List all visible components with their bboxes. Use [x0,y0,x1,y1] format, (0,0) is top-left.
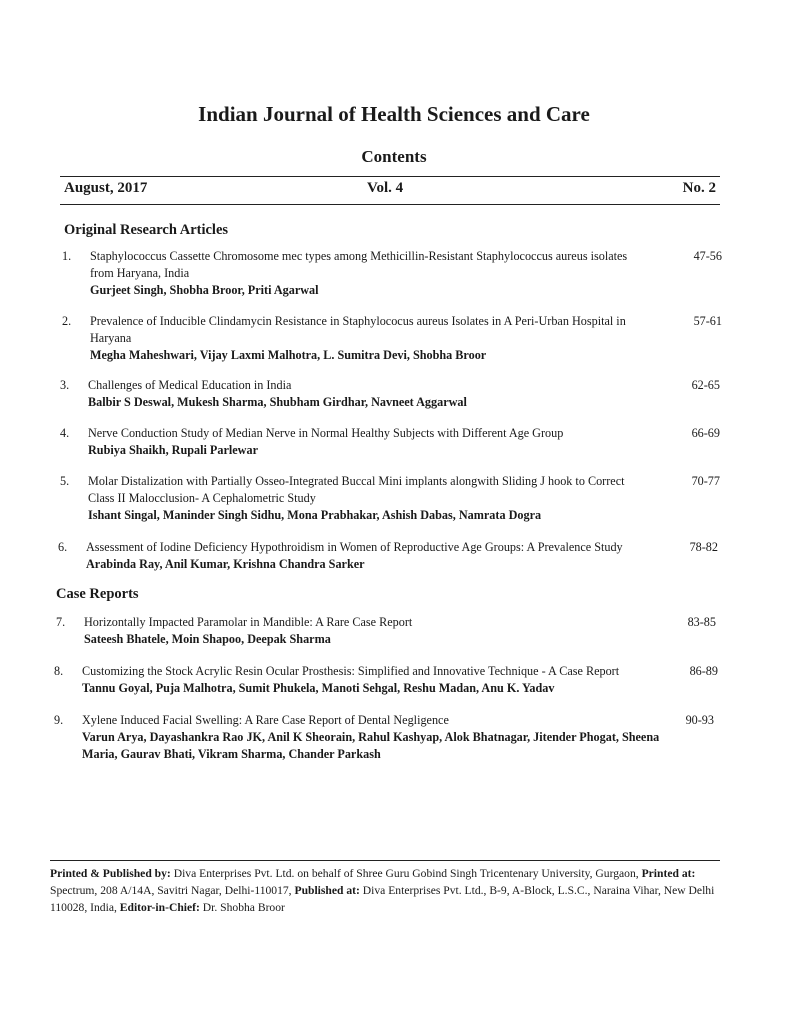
entry-pages: 90-93 [685,713,714,727]
entry-title: Customizing the Stock Acrylic Resin Ocular Prosthesis: Simplified and Innovative Technique - A Case Report [82,664,620,678]
entry-pages: 62-65 [691,378,720,392]
printed-published-value: Diva Enterprises Pvt. Ltd. on behalf of Shree Guru Gobind Singh Tricentenary University, Gurgaon, [173,867,639,880]
header-rule-bottom [60,204,720,205]
section-heading-original-research: Original Research Articles [64,222,229,238]
publication-footer [50,865,722,916]
entry-number: 7. [56,615,66,629]
section-heading-case-reports: Case Reports [56,586,139,602]
entry-pages: 78-82 [689,540,718,554]
entry-authors: Varun Arya, Dayashankra Rao JK, Anil K Sheorain, Rahul Kashyap, Alok Bhatnagar, Jitender Phogat, Sheena Maria, Gaurav Bhati, Vikram Sharma, Chander Parkash [82,730,660,761]
entry-number: 6. [58,540,68,554]
entry-authors: Balbir S Deswal, Mukesh Sharma, Shubham Girdhar, Navneet Aggarwal [88,395,467,409]
header-rule-top [60,176,720,177]
printed-published-label: Printed & Published by: [50,867,171,880]
entry-pages: 70-77 [691,474,720,488]
entry-number: 5. [60,474,70,488]
editor-value: Dr. Shobha Broor [202,901,285,914]
entry-title: Xylene Induced Facial Swelling: A Rare Case Report of Dental Negligence [82,713,449,727]
entry-title: Challenges of Medical Education in India [88,378,292,392]
entry-title: Nerve Conduction Study of Median Nerve in Normal Healthy Subjects with Different Age Group [88,426,564,440]
entry-authors: Ishant Singal, Maninder Singh Sidhu, Mona Prabhakar, Ashish Dabas, Namrata Dogra [88,508,542,522]
entry-title: Horizontally Impacted Paramolar in Mandible: A Rare Case Report [84,615,413,629]
entry-number: 2. [62,314,72,328]
published-at-label: Published at: [294,884,360,897]
issue-number: No. 2 [682,180,716,196]
printed-at-label: Printed at: [641,867,696,880]
issue-volume: Vol. 4 [367,180,404,196]
entry-pages: 66-69 [691,426,720,440]
entry-title: Prevalence of Inducible Clindamycin Resistance in Staphylococus aureus Isolates in A Peri-Urban Hospital in Haryana [90,314,626,345]
published-at-value: Diva Enterprises Pvt. Ltd., B-9, A-Block, L.S.C., Naraina Vihar, New Delhi 110028, India, [50,884,715,914]
entry-number: 4. [60,426,70,440]
footer-rule [50,860,720,861]
contents-heading: Contents [361,147,427,166]
journal-title: Indian Journal of Health Sciences and Care [198,102,590,126]
entry-pages: 86-89 [689,664,718,678]
entry-authors: Rubiya Shaikh, Rupali Parlewar [88,443,258,457]
entry-authors: Megha Maheshwari, Vijay Laxmi Malhotra, L. Sumitra Devi, Shobha Broor [90,348,487,362]
entry-pages: 47-56 [693,249,722,263]
entry-authors: Sateesh Bhatele, Moin Shapoo, Deepak Sharma [84,632,331,646]
entry-number: 1. [62,249,72,263]
entry-pages: 83-85 [687,615,716,629]
entry-authors: Gurjeet Singh, Shobha Broor, Priti Agarwal [90,283,319,297]
printed-at-value: Spectrum, 208 A/14A, Savitri Nagar, Delhi-110017, [50,884,292,897]
issue-info [64,180,716,202]
entry-title: Assessment of Iodine Deficiency Hypothroidism in Women of Reproductive Age Groups: A Prevalence Study [86,540,623,554]
entry-number: 3. [60,378,70,392]
entry-authors: Tannu Goyal, Puja Malhotra, Sumit Phukela, Manoti Sehgal, Reshu Madan, Anu K. Yadav [82,681,555,695]
entry-title: Molar Distalization with Partially Osseo-Integrated Buccal Mini implants alongwith Sliding J hook to Correct Class II Malocclusion- A Cephalometric Study [88,474,625,505]
entry-number: 8. [54,664,64,678]
entry-title: Staphylococcus Cassette Chromosome mec types among Methicillin-Resistant Staphylococcus aureus isolates from Haryana, India [90,249,628,280]
entry-pages: 57-61 [693,314,722,328]
entry-authors: Arabinda Ray, Anil Kumar, Krishna Chandra Sarker [86,557,365,571]
entry-number: 9. [54,713,64,727]
editor-label: Editor-in-Chief: [119,901,200,914]
issue-date: August, 2017 [64,180,148,196]
